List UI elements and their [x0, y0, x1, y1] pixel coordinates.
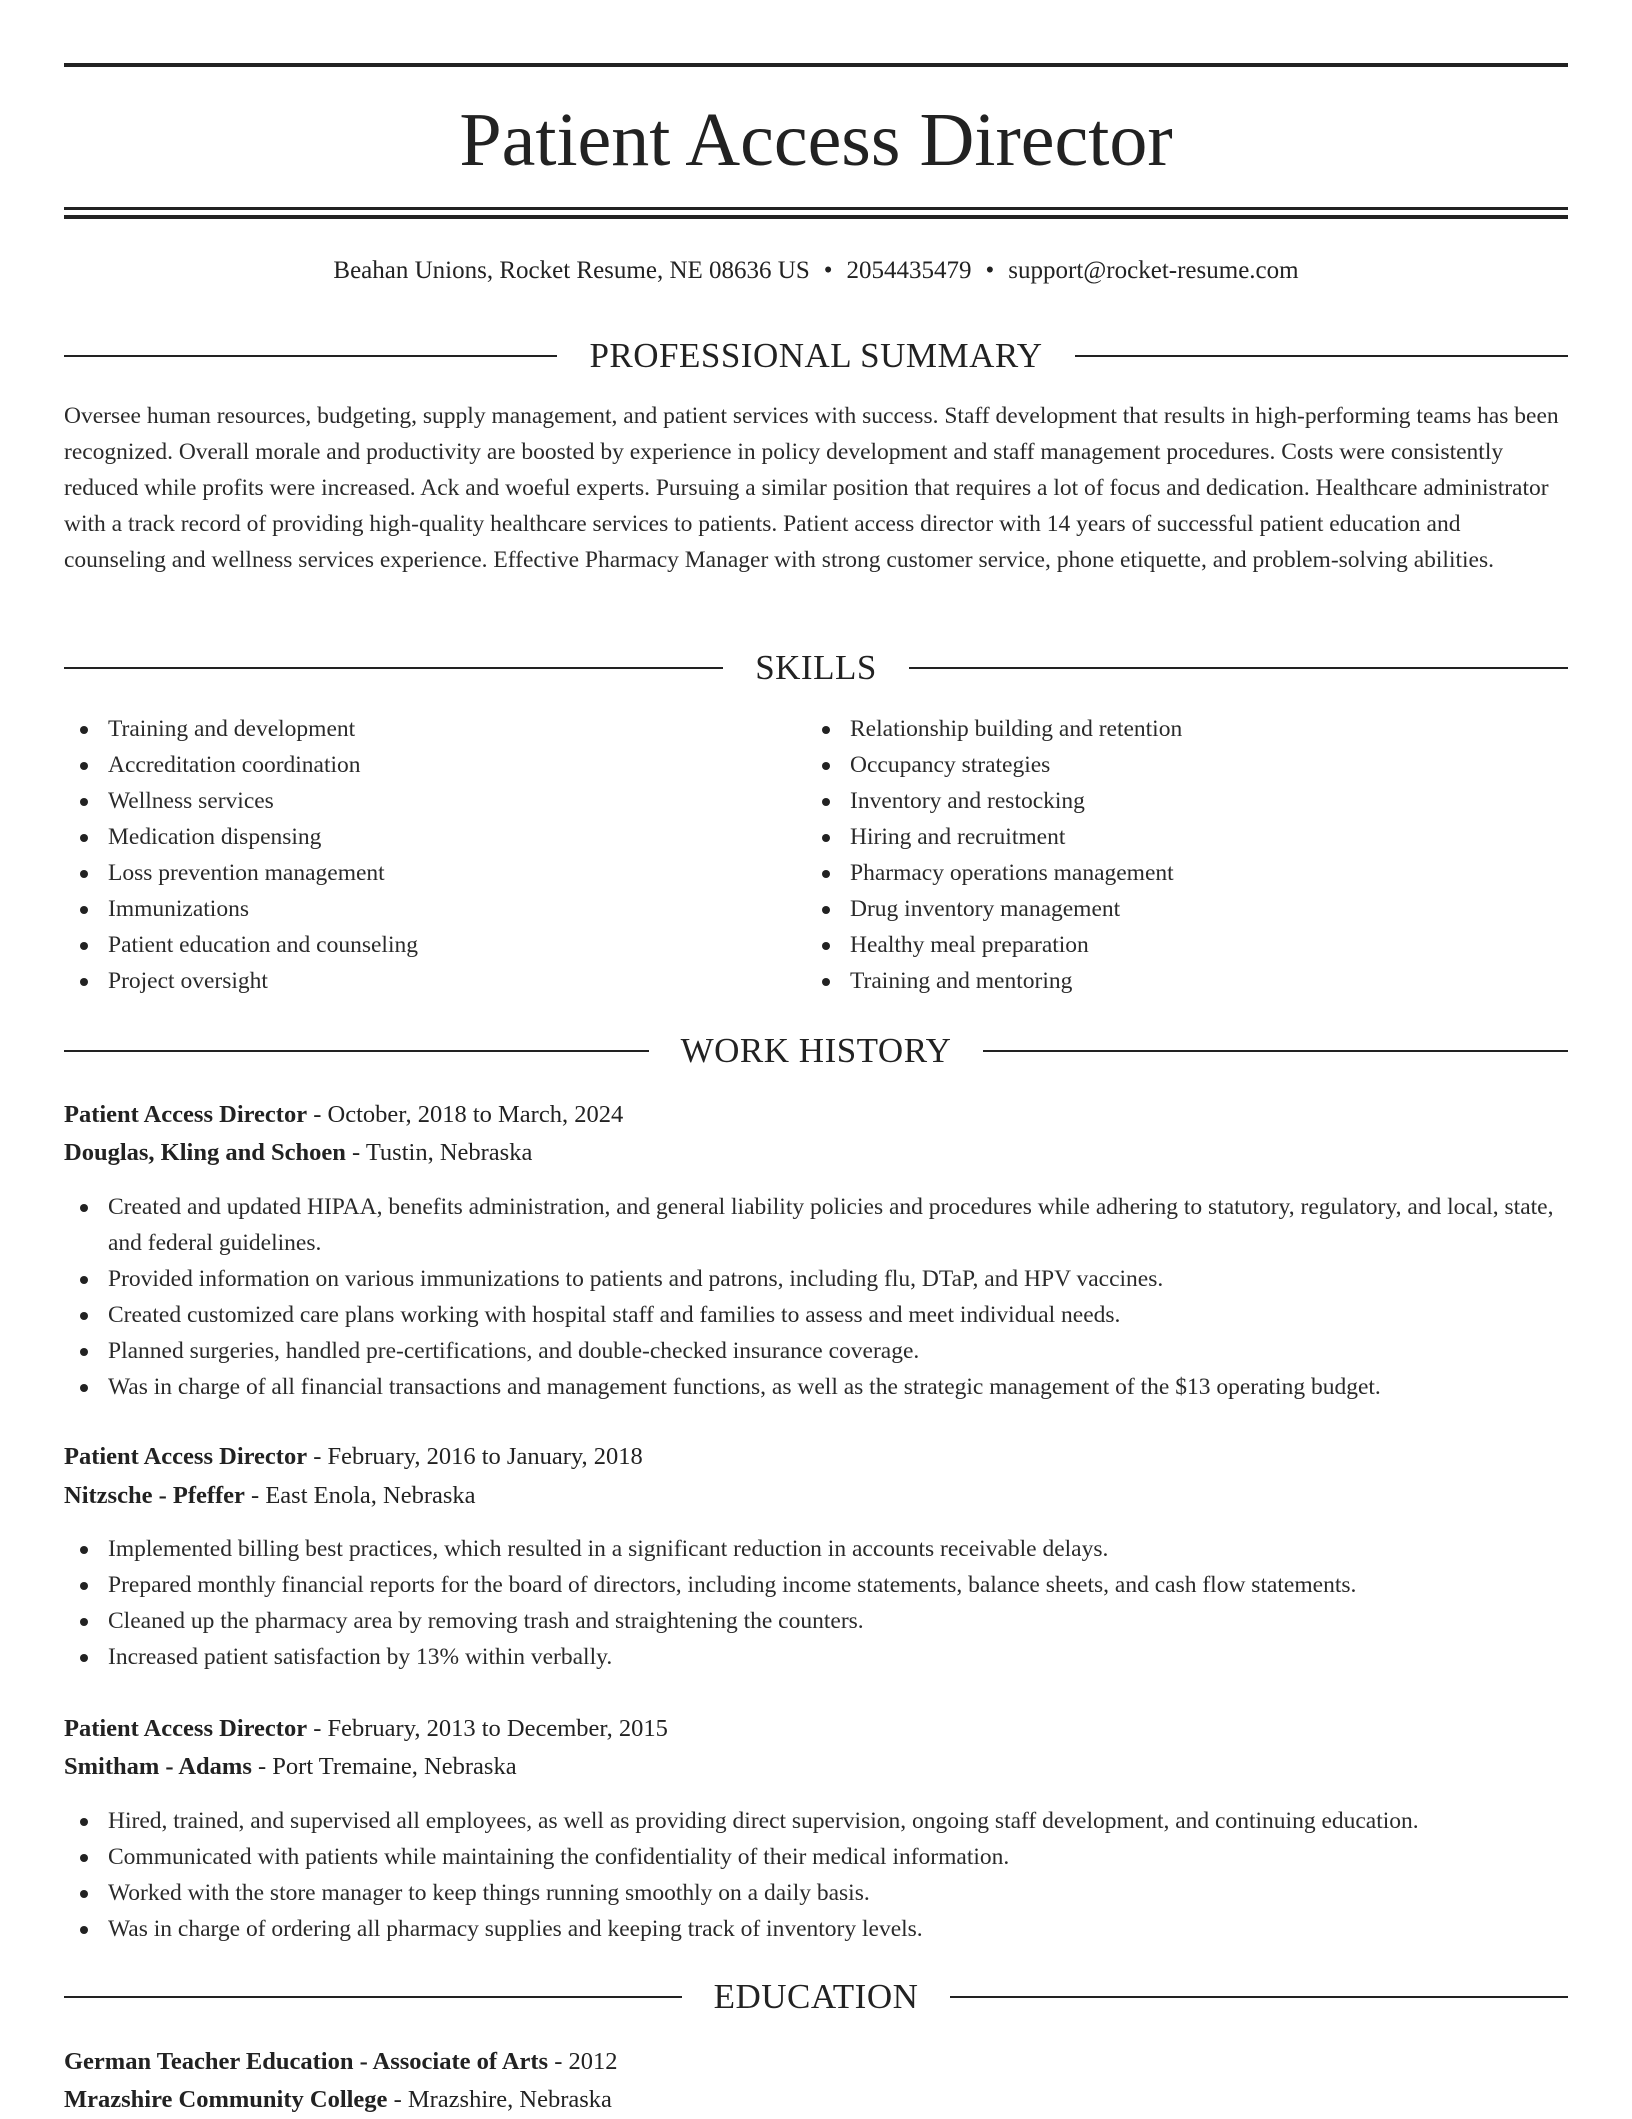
education-year: 2012 [568, 2048, 618, 2075]
header-double-rule-upper [64, 207, 1568, 210]
skill-item: Occupancy strategies [806, 747, 1506, 783]
skills-list-left [64, 711, 764, 999]
contact-separator: • [823, 257, 833, 284]
heading-rule [909, 667, 1568, 669]
dash: - [307, 1101, 328, 1128]
dash: - [244, 1482, 266, 1509]
heading-rule [64, 1996, 682, 1998]
job-title: Patient Access Director [64, 1715, 308, 1742]
heading-rule [64, 667, 723, 669]
contact-separator: • [985, 257, 995, 284]
job-location: Tustin, Nebraska [365, 1139, 533, 1166]
skills-list-right [806, 711, 1506, 999]
section-title: SKILLS [755, 648, 877, 687]
job-bullet: Hired, trained, and supervised all employees, as well as providing direct supervision, ongoing staff development, and continuing education. [64, 1803, 1568, 1839]
skill-item: Medication dispensing [64, 819, 764, 855]
job-dates: February, 2016 to January, 2018 [327, 1443, 643, 1470]
skill-item: Training and development [64, 711, 764, 747]
job-bullet: Was in charge of all financial transactions and management functions, as well as the strategic management of the $13 operating budget. [64, 1369, 1568, 1405]
resume-name: Patient Access Director [459, 98, 1173, 182]
job-bullet: Created and updated HIPAA, benefits administration, and general liability policies and procedures while adhering to statutory, regulatory, and local, state, and federal guidelines. [64, 1189, 1568, 1261]
job-title: Patient Access Director [64, 1443, 308, 1470]
skill-item: Patient education and counseling [64, 927, 764, 963]
job-bullets [64, 1189, 1568, 1405]
job-bullet: Worked with the store manager to keep things running smoothly on a daily basis. [64, 1875, 1568, 1911]
contact-email: support@rocket-resume.com [1008, 257, 1299, 284]
top-rule [64, 63, 1568, 67]
job-company-line [64, 1134, 1568, 1172]
summary-text: Oversee human resources, budgeting, supply management, and patient services with success. Staff development that results in high-performing teams has been recognized. Overall morale and productivity are boosted by experience in policy development and staff management procedures. Costs were consistently reduced while profits were increased. Ack and woeful experts. Pursuing a similar position that requires a lot of focus and dedication. Healthcare administrator with a track record of providing high-quality healthcare services to patients. Patient access director with 14 years of successful patient education and counseling and wellness services experience. Effective Pharmacy Manager with strong customer service, phone etiquette, and problem-solving abilities. [64, 403, 1559, 573]
dash: - [387, 2086, 408, 2113]
job-bullet: Cleaned up the pharmacy area by removing trash and straightening the counters. [64, 1603, 1568, 1639]
section-title: EDUCATION [713, 1977, 919, 2016]
job-bullet: Planned surgeries, handled pre-certifications, and double-checked insurance coverage. [64, 1333, 1568, 1369]
job-company: Nitzsche - Pfeffer [64, 1482, 245, 1509]
job-title: Patient Access Director [64, 1101, 308, 1128]
job-bullet: Prepared monthly financial reports for the board of directors, including income statements, balance sheets, and cash flow statements. [64, 1567, 1568, 1603]
section-heading-work-history [64, 1029, 1568, 1073]
job-dates: October, 2018 to March, 2024 [327, 1101, 624, 1128]
job-location: Port Tremaine, Nebraska [272, 1753, 517, 1780]
contact-phone: 2054435479 [846, 257, 972, 284]
job-company: Smitham - Adams [64, 1753, 252, 1780]
job-dates: February, 2013 to December, 2015 [327, 1715, 668, 1742]
education-location: Mrazshire, Nebraska [407, 2086, 612, 2113]
contact-line [64, 253, 1568, 289]
section-heading-education [64, 1975, 1568, 2019]
education-school-line [64, 2081, 1568, 2119]
job-bullet: Provided information on various immunizations to patients and patrons, including flu, DTaP, and HPV vaccines. [64, 1261, 1568, 1297]
job-company-line [64, 1748, 1568, 1786]
skill-item: Immunizations [64, 891, 764, 927]
section-heading-skills [64, 646, 1568, 690]
job-bullet: Increased patient satisfaction by 13% within verbally. [64, 1639, 1568, 1675]
job-title-line [64, 1096, 1568, 1134]
dash: - [307, 1443, 328, 1470]
skill-item: Wellness services [64, 783, 764, 819]
heading-rule [950, 1996, 1568, 1998]
skill-item: Training and mentoring [806, 963, 1506, 999]
header-double-rule-lower [64, 215, 1568, 219]
skill-item: Project oversight [64, 963, 764, 999]
section-title: PROFESSIONAL SUMMARY [589, 336, 1043, 375]
job-bullet: Communicated with patients while maintaining the confidentiality of their medical information. [64, 1839, 1568, 1875]
heading-rule [983, 1050, 1568, 1052]
skill-item: Pharmacy operations management [806, 855, 1506, 891]
job-bullet: Created customized care plans working with hospital staff and families to assess and meet individual needs. [64, 1297, 1568, 1333]
dash: - [307, 1715, 328, 1742]
education-school: Mrazshire Community College [64, 2086, 388, 2113]
skill-item: Inventory and restocking [806, 783, 1506, 819]
job-bullet: Implemented billing best practices, which resulted in a significant reduction in accounts receivable delays. [64, 1531, 1568, 1567]
dash: - [251, 1753, 273, 1780]
heading-rule [1075, 355, 1568, 357]
skill-item: Drug inventory management [806, 891, 1506, 927]
skill-item: Relationship building and retention [806, 711, 1506, 747]
job-company-line [64, 1477, 1568, 1515]
skill-item: Healthy meal preparation [806, 927, 1506, 963]
skill-item: Loss prevention management [64, 855, 764, 891]
dash: - [548, 2048, 569, 2075]
job-bullets [64, 1803, 1568, 1947]
job-bullets [64, 1531, 1568, 1675]
dash: - [345, 1139, 366, 1166]
heading-rule [64, 355, 557, 357]
job-company: Douglas, Kling and Schoen [64, 1139, 346, 1166]
contact-address: Beahan Unions, Rocket Resume, NE 08636 US [333, 257, 810, 284]
education-degree: German Teacher Education - Associate of Arts [64, 2048, 549, 2075]
skill-item: Hiring and recruitment [806, 819, 1506, 855]
section-heading-summary [64, 334, 1568, 378]
skill-item: Accreditation coordination [64, 747, 764, 783]
education-degree-line [64, 2043, 1568, 2081]
job-title-line [64, 1710, 1568, 1748]
job-title-line [64, 1438, 1568, 1476]
heading-rule [64, 1050, 649, 1052]
job-bullet: Was in charge of ordering all pharmacy supplies and keeping track of inventory levels. [64, 1911, 1568, 1947]
job-location: East Enola, Nebraska [265, 1482, 476, 1509]
section-title: WORK HISTORY [680, 1031, 952, 1070]
